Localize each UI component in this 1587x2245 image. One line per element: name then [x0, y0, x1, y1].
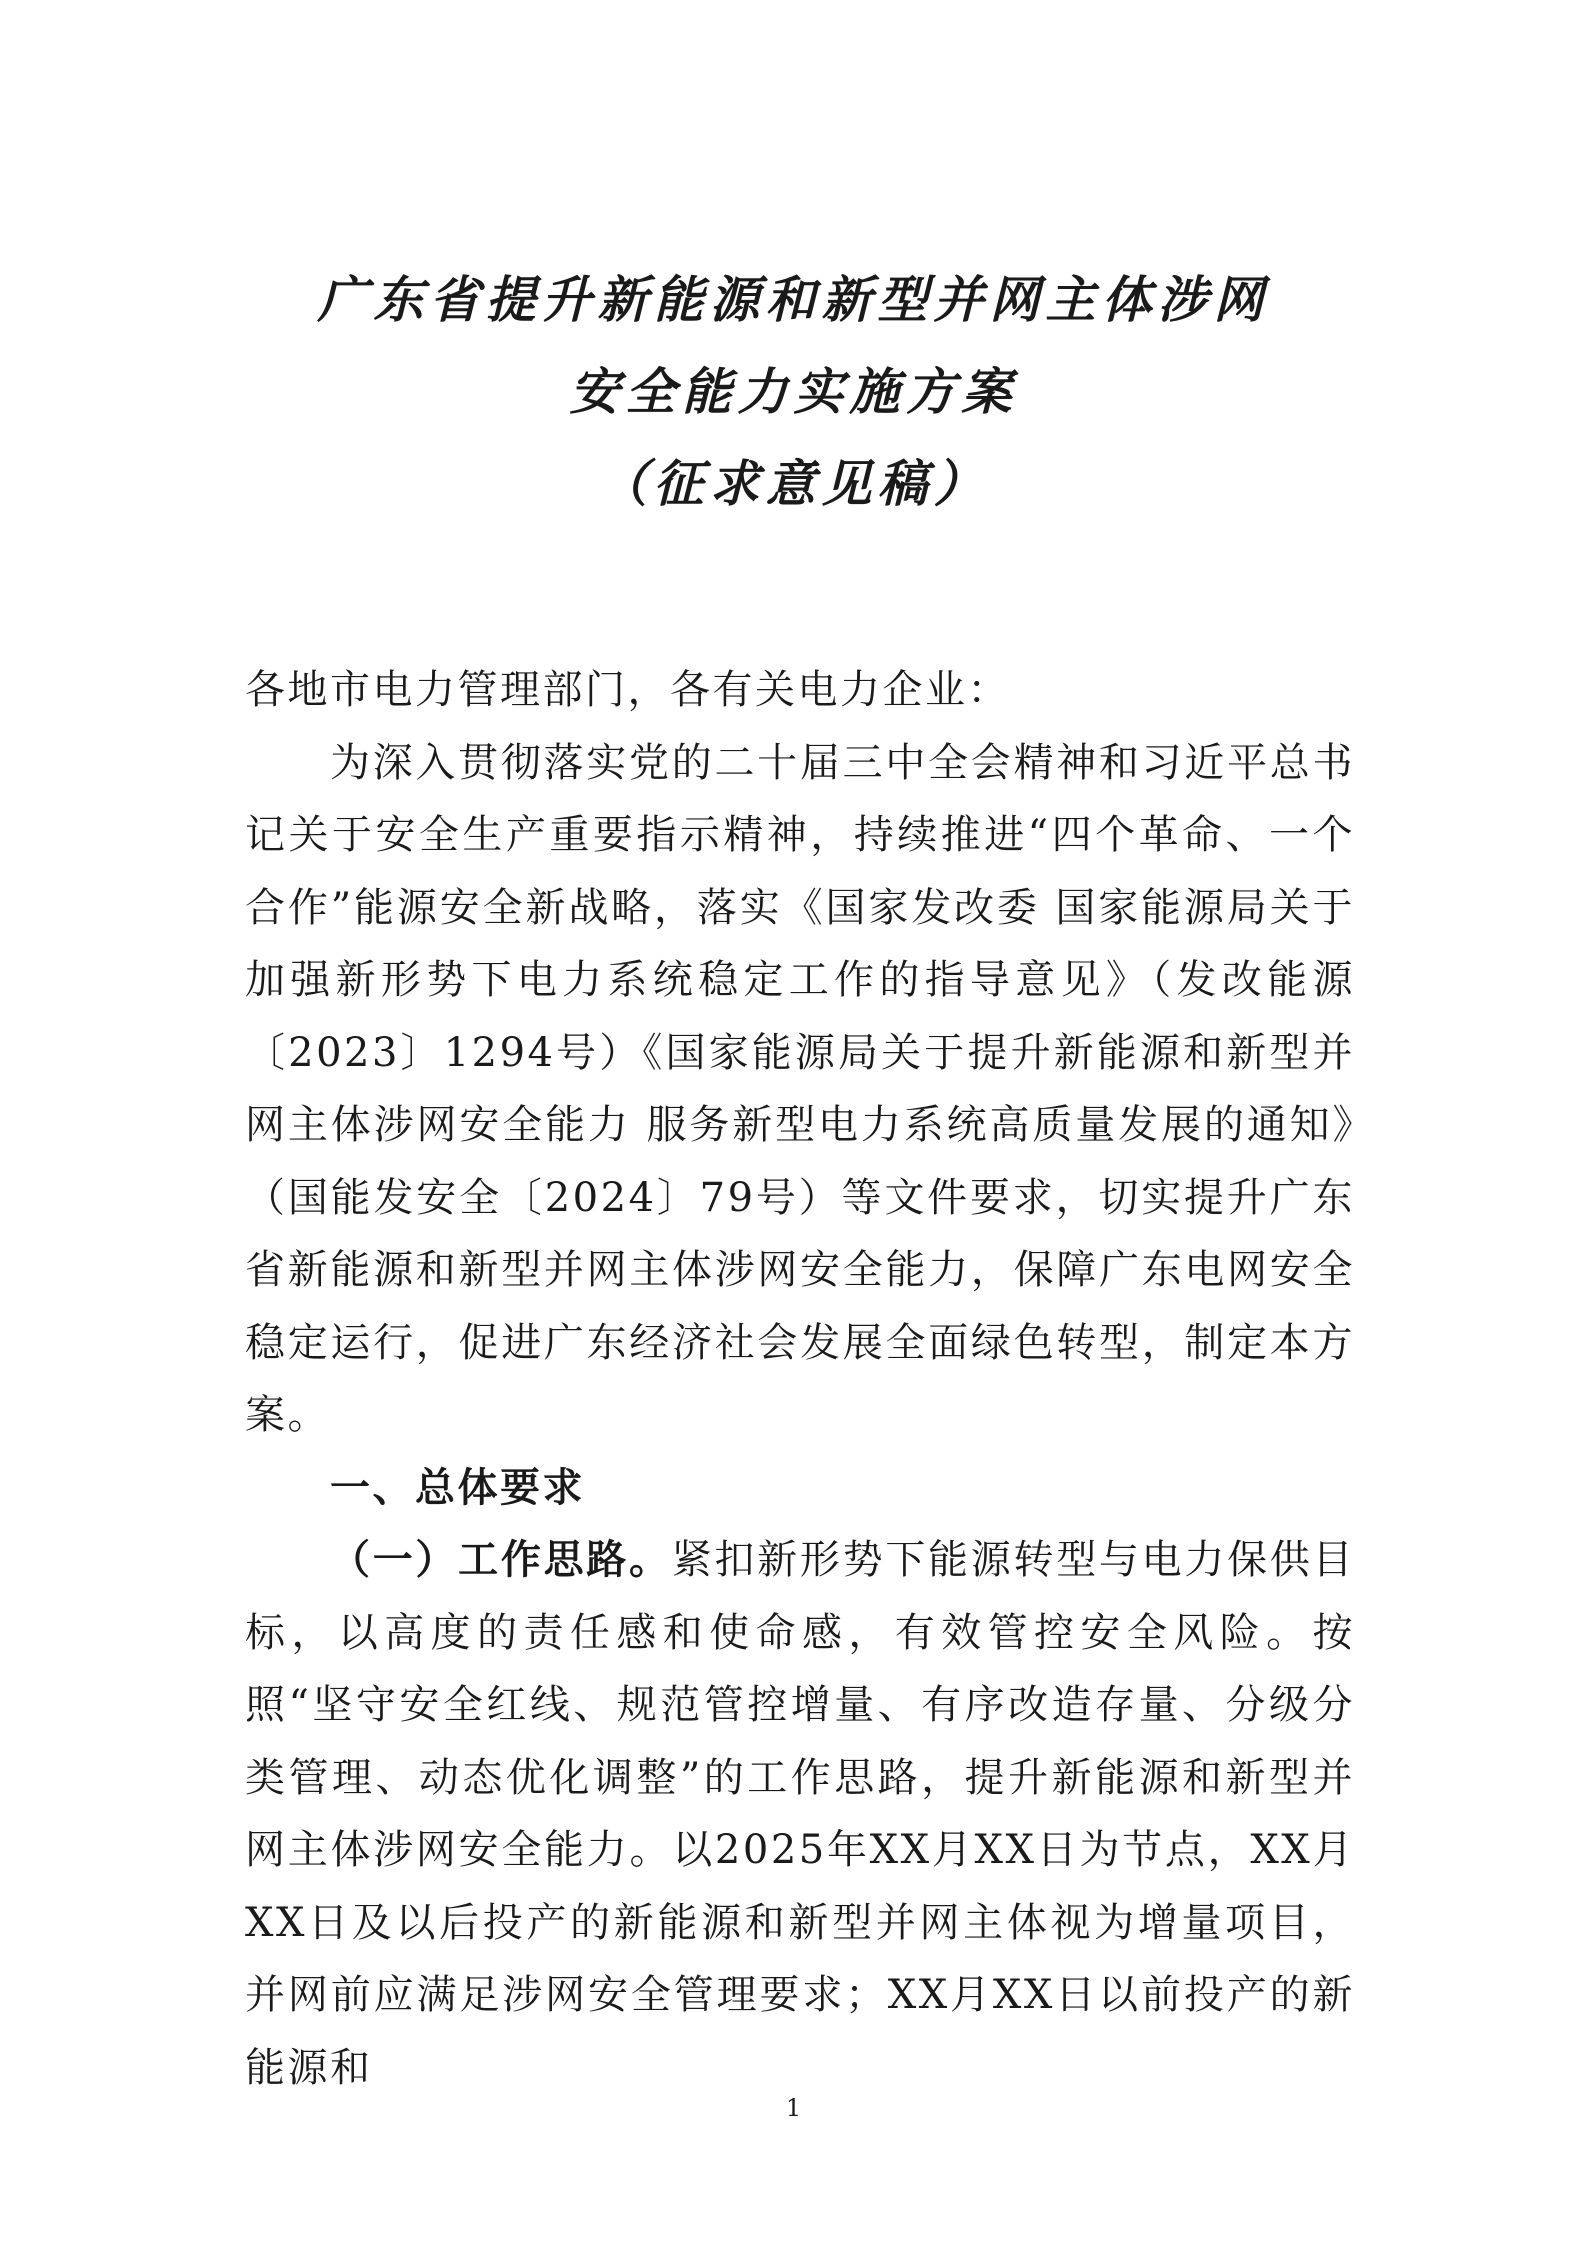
title-line-2: 安全能力实施方案 [569, 362, 1018, 421]
title-line-1: 广东省提升新能源和新型并网主体涉网 [317, 270, 1270, 329]
subsection-body: 紧扣新形势下能源转型与电力保供目标，以高度的责任感和使命感，有效管控安全风险。按照“坚守安全红线、规范管控增量、有序改造存量、分级分类管理、动态优化调整”的工作思路，提升新能源和新型并网主体涉网安全能力。以2025年XX月XX日为节点，XX月XX日及以后投产的新能源和新型并网主体视为增量项目，并网前应满足涉网安全管理要求；XX月XX日以前投产的新能源和 [245, 1537, 1356, 2091]
page-number: 1 [785, 2094, 802, 2122]
section-heading: 一、总体要求 [330, 1464, 585, 1511]
subsection-heading: （一）工作思路。 [330, 1536, 672, 1583]
addressee: 各地市电力管理部门，各有关电力企业： [245, 667, 1010, 713]
subsection-paragraph [245, 1524, 1355, 2104]
title-line-3: （征求意见稿） [597, 454, 990, 513]
document-body [245, 654, 1355, 2104]
preamble-paragraph: 为深入贯彻落实党的二十届三中全会精神和习近平总书记关于安全生产重要指示精神，持续推进“四个革命、一个合作”能源安全新战略，落实《国家发改委 国家能源局关于加强新形势下电力系统稳定工作的指导意见》（发改能源〔2023〕1294号）《国家能源局关于提升新能源和新型并网主体涉网安全能力 服务新型电力系统高质量发展的通知》（国能发安全〔2024〕79号）等文件要求，切实提升广东省新能源和新型并网主体涉网安全能力，保障广东电网安全稳定运行，促进广东经济社会发展全面绿色转型，制定本方案。 [245, 739, 1355, 1438]
document-title [0, 270, 1587, 551]
